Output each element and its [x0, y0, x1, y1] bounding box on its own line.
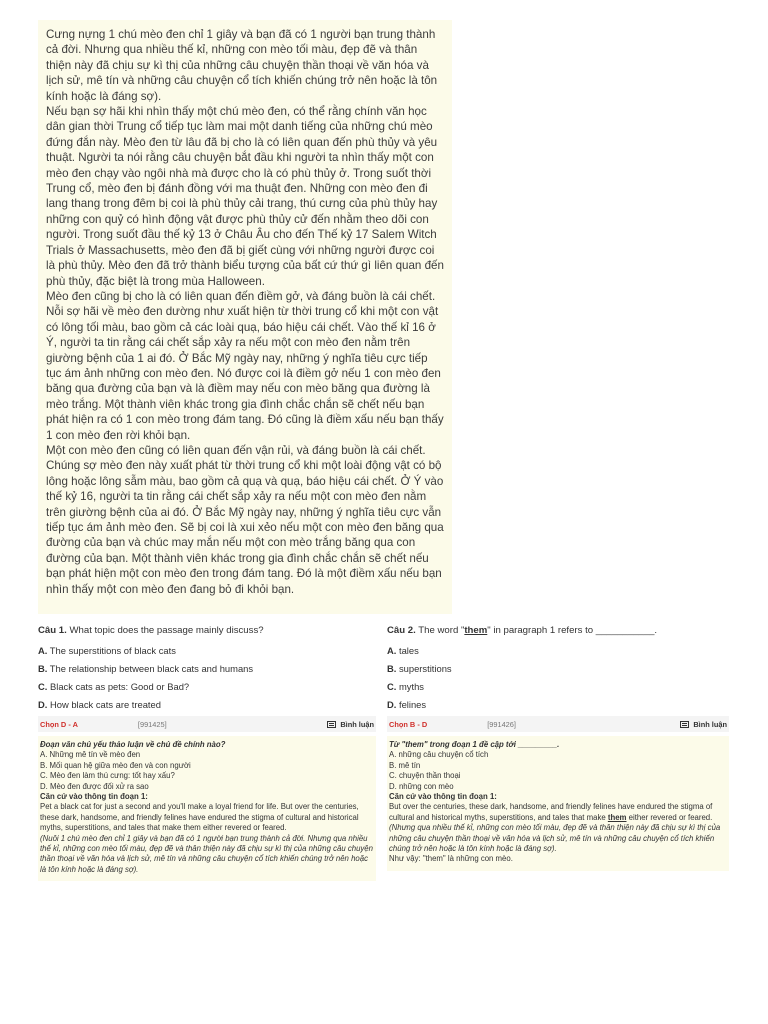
explanation-heading: Căn cứ vào thông tin đoạn 1:: [40, 792, 148, 802]
explanation-english: Pet a black cat for just a second and you'll make a loyal friend for life. But over the centuries, these dark, handsome, and friendly felines have endured the stigma of cultural and historical myths, superstitions, and tales that make them either revered or feared.: [40, 802, 359, 833]
explanation-option: C. chuyện thần thoại: [389, 771, 461, 781]
question-2-target-word: them: [464, 625, 488, 636]
option-text: The relationship between black cats and humans: [47, 663, 254, 674]
option-text: How black cats are treated: [47, 699, 161, 710]
question-1-option-b[interactable]: [38, 662, 376, 675]
passage-paragraph-3: Mèo đen cũng bị cho là có liên quan đến điềm gở, và đáng buồn là cái chết. Nỗi sợ hãi về mèo đen dường như xuất hiện từ thời trung cổ khi một con vật có lông tối màu, bao gồm cả các loài quạ, báo hiệu cái chết. Vào thế kỉ 16 ở Ý, người ta tin rằng cái chết sắp xảy ra nếu một con mèo đen nằm trên giường bệnh của 1 ai đó. Ở Bắc Mỹ ngày nay, những ý nghĩa tiêu cực tiếp tục ám ảnh những con mèo đen. Nó được coi là điềm gở nếu 1 con mèo đen băng qua đường của bạn và là điềm may nếu con mèo băng qua đường là mèo trắng. Một thành viên khác trong gia đình chắc chắn sẽ chết nếu bạn phát hiện ra có 1 con mèo trong đám tang. Đó cũng là điềm xấu nếu bạn thấy 1 con mèo đen rời khỏi bạn.: [46, 289, 444, 442]
option-letter: C.: [387, 681, 397, 692]
option-letter: A.: [38, 645, 48, 656]
discuss-label: Bình luận: [340, 719, 374, 729]
english-text-before: But over the centuries, these dark, handsome, and friendly felines have endured the stigma of cultural and historical myths, superstitions, and tales that make: [389, 802, 713, 822]
question-2-answer-bar: [387, 716, 729, 732]
explanation-option: D. những con mèo: [389, 781, 454, 791]
question-2-option-d[interactable]: [387, 698, 729, 711]
explanation-option: D. Mèo đen được đối xử ra sao: [40, 781, 149, 791]
option-text: felines: [396, 699, 427, 710]
option-text: tales: [396, 645, 419, 656]
reading-passage: [38, 20, 452, 614]
passage-paragraph-4: Một con mèo đen cũng có liên quan đến vận rủi, và đáng buồn là cái chết. Chúng sợ mèo đen này xuất phát từ thời trung cổ khi một loài động vật có bộ lông hoặc lông sẫm màu, bao gồm cả quạ và quạ, báo hiệu cái chết. Ở Ý vào thế kỷ 16, người ta tin rằng cái chết sắp xảy ra nếu một con mèo đen nằm trên giường bệnh của ai đó. Ở Bắc Mỹ ngày nay, những ý nghĩa tiêu cực vẫn tiếp tục ám ảnh mèo đen. Sẽ bị coi là xui xẻo nếu một con mèo đen băng qua đường của bạn và chúc may mắn nếu một con mèo trắng băng qua con đường của bạn. Một thành viên khác trong gia đình chắc chắn sẽ chết nếu bạn phát hiện một con mèo đen trong đám tang. Đó là một điềm xấu nếu bạn nhìn thấy một con mèo đen đang bỏ đi khỏi bạn.: [46, 443, 444, 596]
option-letter: A.: [387, 645, 397, 656]
question-1-code: [991425]: [137, 719, 167, 729]
explanation-question: Từ "them" trong đoạn 1 đề cập tới _________.: [389, 740, 560, 749]
question-1-number: Câu 1.: [38, 625, 67, 636]
question-2-number: Câu 2.: [387, 625, 416, 636]
question-1-option-c[interactable]: [38, 680, 376, 693]
question-2-block: [387, 624, 729, 871]
comment-icon: [327, 721, 336, 728]
passage-paragraph-1: Cưng nựng 1 chú mèo đen chỉ 1 giây và bạn đã có 1 người bạn trung thành cả đời. Nhưng qua nhiều thế kỉ, những con mèo tối màu, đẹp đẽ và thân thiện này đã chịu sự kì thị của những câu chuyện thần thoại về văn hóa và lịch sử, mê tín và những câu chuyện cổ tích khiến chúng trở nên hoặc là tôn kính hoặc là đáng sợ).: [46, 28, 438, 103]
comment-icon: [680, 721, 689, 728]
option-text: myths: [396, 681, 424, 692]
question-2-code: [991426]: [487, 719, 516, 729]
passage-paragraph-2: Nếu bạn sợ hãi khi nhìn thấy một chú mèo đen, có thể rằng chính văn học dân gian thời Trung cổ tiếp tục làm mai một danh tiếng của những chú mèo đứng đắn này. Mèo đen từ lâu đã bị cho là có liên quan đến phù thủy và yêu thuật. Người ta nói rằng câu chuyện bắt đầu khi người ta nhìn thấy một con mèo đen chạy vào ngôi nhà mà được cho là có phù thủy ở. Trong suốt thời Trung cổ, mèo đen bị đánh đồng với ma thuật đen. Những con mèo đen đi lang thang trong đêm bị coi là phù thủy cải trang, thú cưng của phù thủy hay những con quỷ có hình động vật được phù thủy cử đến nhằm theo dõi con người. Trong suốt đầu thế kỷ 13 ở Châu Âu cho đến Thế kỷ 17 Salem Witch Trials ở Massachusetts, mèo đen đã bị giết cùng với những người được coi là phù thủy. Mèo đen đã trở thành biểu tượng của bất cứ thứ gì liên quan đến phù thủy, đặc biệt là trong mùa Halloween.: [46, 105, 444, 288]
english-text-after: either revered or feared.: [626, 812, 713, 822]
question-2-answer: Chọn B - D: [389, 719, 428, 729]
discuss-label: Bình luận: [693, 719, 727, 729]
option-text: superstitions: [396, 663, 452, 674]
question-1-block: [38, 624, 376, 881]
option-letter: B.: [38, 663, 48, 674]
explanation-option: A. những câu chuyện cổ tích: [389, 750, 489, 760]
question-1-text: What topic does the passage mainly discuss?: [66, 625, 264, 636]
explanation-english: [389, 802, 727, 854]
option-letter: C.: [38, 681, 48, 692]
option-letter: D.: [38, 699, 48, 710]
question-2-option-b[interactable]: [387, 662, 729, 675]
question-1-answer: Chọn D - A: [40, 719, 78, 729]
option-text: Black cats as pets: Good or Bad?: [47, 681, 190, 692]
explanation-option: C. Mèo đen làm thú cưng: tốt hay xấu?: [40, 771, 175, 781]
question-2-title: [387, 624, 729, 637]
explanation-vietnamese: (Nhưng qua nhiều thế kỉ, những con mèo tối màu, đẹp đẽ và thân thiện này đã chịu sự kì thị của những câu chuyện thần thoại về văn hóa và lịch sử, mê tín và những câu chuyện cổ tích khiến chúng trở nên hoặc là tôn kính hoặc là đáng sợ).: [389, 823, 721, 854]
question-2-discuss-button[interactable]: [680, 720, 727, 729]
question-1-option-d[interactable]: [38, 698, 376, 711]
explanation-option: A. Những mê tín về mèo đen: [40, 750, 141, 760]
option-text: The superstitions of black cats: [47, 645, 176, 656]
explanation-option: B. Mối quan hệ giữa mèo đen và con người: [40, 760, 191, 770]
question-2-text-before: The word ": [415, 625, 465, 636]
explanation-vietnamese: (Nuôi 1 chú mèo đen chỉ 1 giây và bạn đã có 1 người bạn trung thành cả đời. Nhưng qua nhiều thế kỉ, những con mèo tối màu, đẹp đẽ và thân thiện này đã chịu sự kì thị của những câu chuyện thần thoại về văn hóa và lịch sử, mê tín và những câu chuyện cổ tích khiến chúng trở nên hoặc là tôn kính hoặc là đáng sợ).: [40, 833, 373, 874]
option-letter: B.: [387, 663, 397, 674]
question-2-option-a[interactable]: [387, 644, 729, 657]
question-1-option-a[interactable]: [38, 644, 376, 657]
question-1-answer-bar: [38, 716, 376, 732]
explanation-conclusion: Như vậy: "them" là những con mèo.: [389, 854, 513, 864]
explanation-option: B. mê tín: [389, 760, 421, 770]
question-2-text-after: " in paragraph 1 refers to ___________.: [487, 625, 658, 636]
question-1-explanation: [38, 736, 376, 881]
question-2-explanation: [387, 736, 729, 871]
question-1-title: [38, 624, 376, 637]
english-target-word: them: [607, 812, 627, 822]
explanation-heading: Căn cứ vào thông tin đoạn 1:: [389, 792, 497, 802]
explanation-question: Đoạn văn chủ yếu thảo luận về chủ đề chính nào?: [40, 740, 226, 749]
question-1-discuss-button[interactable]: [327, 720, 374, 729]
question-2-option-c[interactable]: [387, 680, 729, 693]
option-letter: D.: [387, 699, 397, 710]
